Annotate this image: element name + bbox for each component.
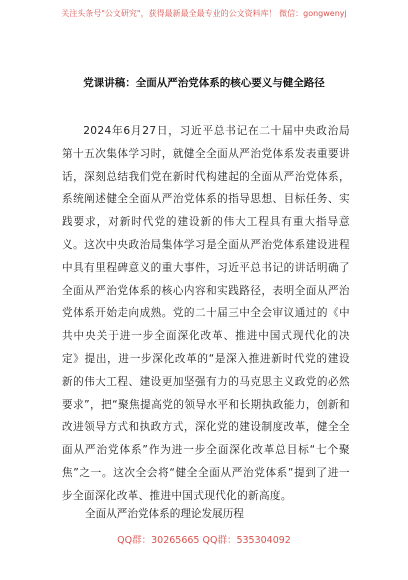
top-promo-banner: 关注头条号"公文研究"，获得最新最全最专业的公文资料库！ 微信：gongwenyj bbox=[61, 9, 347, 18]
document-title: 党课讲稿：全面从严治党体系的核心要义与健全路径 bbox=[83, 77, 325, 89]
section-heading: 全面从严治党体系的理论发展历程 bbox=[85, 508, 244, 520]
footer-contact: QQ群：30265665 QQ群：535304092 bbox=[117, 535, 291, 546]
body-paragraph: 2024年6月27日，习近平总书记在二十届中央政治局第十五次集体学习时，就健全全面从严治党体系发表重要讲话，深刻总结我们党在新时代构建起的全面从严治党体系，系统阐述健全全面从严治党体系的指导思想、目标任务、实践要求，对新时代党的建设新的伟大工程具有重大指导意义。这次中央政治局集体学习是全面从严治党体系建设进程中具有里程碑意义的重大事件，习近平总书记的讲话明确了全面从严治党体系的核心内容和实践路径，表明全面从严治党体系开始走向成熟。党的二十届三中全会审议通过的《中共中央关于进一步全面深化改革、推进中国式现代化的决定》提出，进一步深化改革的“是深入推进新时代党的建设新的伟大工程、建设更加坚强有力的马克思主义政党的必然要求”，把“聚焦提高党的领导水平和长期执政能力，创新和改进领导方式和执政方式，深化党的建设制度改革，健全全面从严治党体系”作为进一步全面深化改革总目标“七个聚焦”之一。这次全会将“健全全面从严治党体系”提到了进一步全面深化改革、推进中国式现代化的新高度。 bbox=[62, 125, 350, 502]
